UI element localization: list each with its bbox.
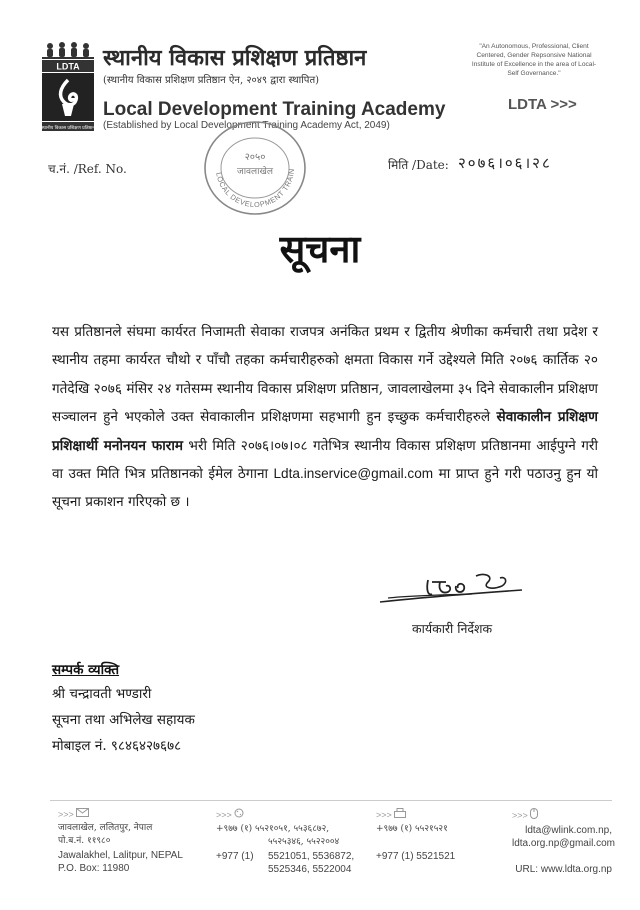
signatory-role: कार्यकारी निर्देशक (412, 621, 493, 636)
footer-address-np-2: पो.ब.नं. ११९८० (58, 836, 111, 847)
signature-scribble (376, 568, 526, 614)
footer-address-np-1: जावलाखेल, ललितपुर, नेपाल (58, 822, 153, 833)
reference-number-label: च.नं. /Ref. No. (48, 162, 127, 176)
org-name-nepali: स्थानीय विकास प्रशिक्षण प्रतिष्ठान (103, 45, 367, 71)
contact-position: सूचना तथा अभिलेख सहायक (52, 712, 195, 728)
logo-ldta-text: LDTA (56, 61, 80, 72)
footer-phone (216, 808, 355, 876)
org-tagline: "An Autonomous, Professional, Client Centered, Gender Repsonsive National Institute of Excellence in the area of Local-Self Governance." (471, 43, 597, 77)
notice-body (52, 318, 598, 517)
footer-divider (50, 800, 612, 801)
notice-email: Ldta.inservice@gmail.com (273, 466, 434, 482)
footer-fax-np: +९७७ (१) ५५२१५२१ (376, 823, 448, 834)
footer-phone-np-1: +९७७ (१) ५५२१०५१, ५५३६८७२, (216, 823, 330, 834)
contact-name: श्री चन्द्रावती भण्डारी (52, 686, 152, 702)
envelope-icon (76, 808, 89, 822)
footer-phone-en-2: 5525346, 5522004 (268, 864, 352, 875)
contact-heading: सम्पर्क व्यक्ति (52, 662, 120, 678)
footer-fax (376, 808, 455, 864)
date-label: मिति /Date: (388, 158, 449, 172)
ldta-logo (40, 40, 96, 132)
footer-address-chevron: >>> (58, 809, 74, 820)
ldta-logo-graphic (40, 40, 96, 132)
contact-mobile: मोबाइल नं. ९८४६४२७६७८ (52, 738, 182, 754)
footer-url[interactable]: URL: www.ldta.org.np (515, 863, 612, 875)
footer-phone-en-1: 5521051, 5536872, (268, 850, 355, 862)
stamp-number: २०५० (244, 152, 266, 163)
footer-phone-np-2: ५५२५३४६, ५५२२००४ (268, 837, 340, 847)
fax-icon (394, 808, 406, 823)
notice-body-part2: भरी मिति २०७६।०७।०८ गतेभित्र स्थानीय विकास प्रशिक्षण प्रतिष्ठानमा आईपुग्ने गरी वा उक्त मिति भित्र प्रतिष्ठानको ईमेल ठेगाना (52, 437, 598, 483)
notice-title: सूचना (279, 226, 361, 271)
notice-body-part3: मा प्राप्त हुने गरी पठाउनु हुन यो सूचना प्रकाशन गरिएको छ । (52, 466, 598, 511)
logo-caption: स्थानीय विकास प्रशिक्षण प्रतिष्ठान (41, 126, 95, 131)
footer-web (512, 808, 615, 876)
footer-fax-en: +977 (1) 5521521 (376, 851, 456, 862)
stamp-graphic (200, 118, 310, 216)
established-english: (Established by Local Development Training Academy Act, 2049) (103, 120, 390, 131)
footer-address (58, 808, 183, 876)
notice-body-part1: यस प्रतिष्ठानले संघमा कार्यरत निजामती सेवाका राजपत्र अनंकित प्रथम र द्वितीय श्रेणीका कर्मचारी तथा प्रदेश र स्थानीय तहमा कार्यरत चौथो र पाँचौ तहका कर्मचारीहरुको क्षमता विकास गर्ने उद्देश्यले मिति २०७६ कार्तिक २० गतेदेखि २०७६ मंसिर २४ गतेसम्म स्थानीय विकास प्रशिक्षण प्रतिष्ठान, जावलाखेलमा ३५ दिने सेवाकालीन प्रशिक्षण सञ्चालन हुने भएकोले उक्त सेवाकालीन प्रशिक्षणमा सहभागी हुन इच्छुक कर्मचारीहरुले (52, 324, 598, 426)
signature (376, 568, 526, 614)
footer-phone-chevron: >>> (216, 809, 232, 820)
footer-address-en-2: P.O. Box: 11980 (58, 863, 130, 875)
footer-address-en-1: Jawalakhel, Lalitpur, NEPAL (58, 849, 183, 861)
mouse-icon (530, 808, 538, 824)
org-name-english: Local Development Training Academy (103, 99, 446, 120)
established-nepali: (स्थानीय विकास प्रशिक्षण प्रतिष्ठान ऐन, २०४९ द्वारा स्थापित) (103, 75, 320, 86)
notice-form-name: सेवाकालीन प्रशिक्षण प्रशिक्षार्थी मनोनयन फाराम (52, 409, 598, 454)
footer-phone-prefix: +977 (1) (216, 851, 254, 862)
office-stamp (200, 118, 310, 216)
footer-email-1[interactable]: ldta@wlink.com.np, (525, 824, 612, 836)
footer-email-2[interactable]: ldta.org.np@gmail.com (512, 838, 615, 849)
stamp-place: जावलाखेल (237, 167, 273, 177)
signature-text: ldcg (446, 608, 449, 609)
phone-icon (234, 808, 244, 823)
footer-fax-chevron: >>> (376, 809, 392, 820)
ldta-mark: LDTA >>> (508, 96, 577, 113)
stamp-ring-text: LOCAL DEVELOPMENT TRAIN (214, 167, 297, 210)
footer-web-chevron: >>> (512, 810, 528, 821)
date-value: २०७६।०६।२८ (458, 154, 552, 172)
